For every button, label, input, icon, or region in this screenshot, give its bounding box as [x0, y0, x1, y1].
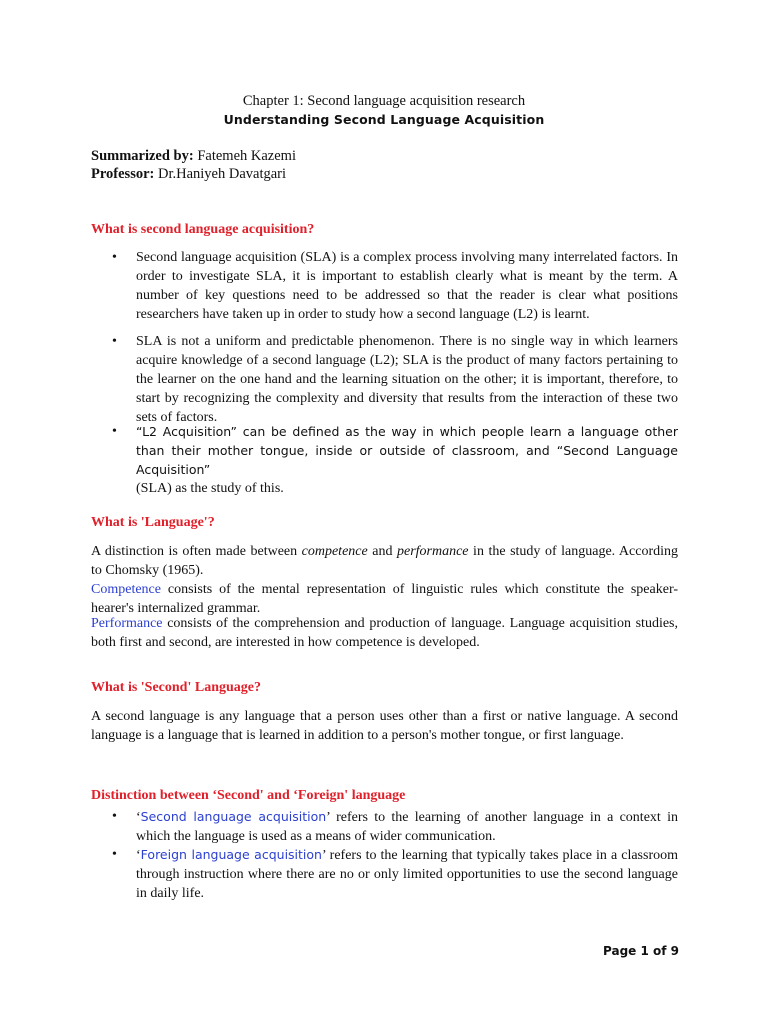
- chapter-title: Chapter 1: Second language acquisition research: [242, 93, 526, 109]
- professor-value: Dr.Haniyeh Davatgari: [154, 166, 287, 182]
- bullet-dot-icon: •: [112, 334, 117, 349]
- list-item-text: refers to the learning that typically takes place in a classroom through instruction where there are no or only limited opportunities to use the second language in daily life.: [136, 848, 678, 901]
- competence-italic: competence: [301, 544, 368, 559]
- sla-bullet-list-3: [91, 422, 678, 498]
- professor-line: [91, 166, 286, 183]
- section-heading-sla: What is second language acquisition?: [91, 222, 315, 237]
- performance-term: Performance: [91, 616, 163, 631]
- list-item: [91, 248, 678, 324]
- sla-bullet-list: [91, 248, 678, 324]
- summarized-by-label: Summarized by:: [91, 148, 194, 164]
- bullet-dot-icon: •: [112, 809, 117, 824]
- section-heading-second-language: What is 'Second' Language?: [91, 680, 261, 695]
- professor-label: Professor:: [91, 166, 155, 182]
- performance-italic: performance: [396, 544, 469, 559]
- foreign-language-acquisition-term: Foreign language acquisition: [140, 847, 322, 862]
- language-intro-paragraph: [91, 542, 678, 580]
- second-language-acquisition-term: Second language acquisition: [140, 809, 327, 824]
- competence-paragraph: [91, 580, 678, 618]
- page-number: Page 1 of 9: [603, 944, 679, 958]
- intro-text-end: in the study of language. According to Chomsky (1965).: [91, 544, 679, 578]
- distinction-bullet-list-2: [91, 845, 678, 903]
- intro-text: A distinction is often made between: [91, 544, 302, 559]
- list-item: [91, 422, 678, 498]
- distinction-bullet-list: [91, 807, 678, 846]
- list-item-text: “L2 Acquisition” can be defined as the way in which people learn a language other than their mother tongue, inside or outside of classroom, and “Second Language Acquisition”: [136, 424, 678, 477]
- bullet-dot-icon: •: [112, 250, 117, 265]
- sla-bullet-list-2: [91, 332, 678, 427]
- bullet-dot-icon: •: [112, 847, 117, 862]
- list-item-text: refers to the learning of another language in a context in which the language is used as a means of wider communication.: [136, 810, 678, 844]
- summarized-by-line: [91, 148, 296, 165]
- list-item-text: SLA is not a uniform and predictable phenomenon. There is no single way in which learners acquire knowledge of a second language (L2); SLA is the product of many factors pertaining to the learner on the one hand and the learning situation on the other; it is important, therefore, to start by recognizing the complexity and diversity that results from the interaction of these two sets of factors.: [136, 334, 678, 425]
- list-item: • ‘Second language acquisition’ refers to the learning of another language in a context in which the language is used as a means of wider communication.: [112, 809, 678, 844]
- section-heading-distinction: Distinction between ‘Second' and ‘Foreign' language: [91, 788, 406, 803]
- competence-definition: consists of the mental representation of linguistic rules which constitute the speaker-hearer's internalized grammar.: [91, 582, 678, 616]
- performance-paragraph: [91, 614, 678, 652]
- list-item: • ‘Foreign language acquisition’ refers to the learning that typically takes place in a classroom through instruction where there are no or only limited opportunities to use the second language in daily life.: [112, 847, 678, 901]
- list-item-text: Second language acquisition (SLA) is a complex process involving many interrelated factors. In order to investigate SLA, it is important to establish clearly what is meant by the term. A number of key questions need to be addressed so that the reader is clear what positions researchers have taken up in order to study how a second language (L2) is learnt.: [136, 250, 678, 322]
- bullet-dot-icon: •: [112, 424, 117, 439]
- document-subtitle: Understanding Second Language Acquisition: [223, 112, 545, 127]
- section-heading-language: What is 'Language'?: [91, 515, 215, 530]
- list-item: [91, 332, 678, 427]
- list-item-text-continued: (SLA) as the study of this.: [136, 481, 284, 496]
- second-language-paragraph: A second language is any language that a person uses other than a first or native language. A second language is a language that is learned in addition to a person's mother tongue, or first language.: [91, 709, 678, 743]
- competence-term: Competence: [91, 582, 161, 597]
- intro-text-and: and: [367, 544, 397, 559]
- performance-definition: consists of the comprehension and production of language. Language acquisition studies, both first and second, are interested in how competence is developed.: [91, 616, 678, 650]
- summarized-by-value: Fatemeh Kazemi: [193, 148, 296, 164]
